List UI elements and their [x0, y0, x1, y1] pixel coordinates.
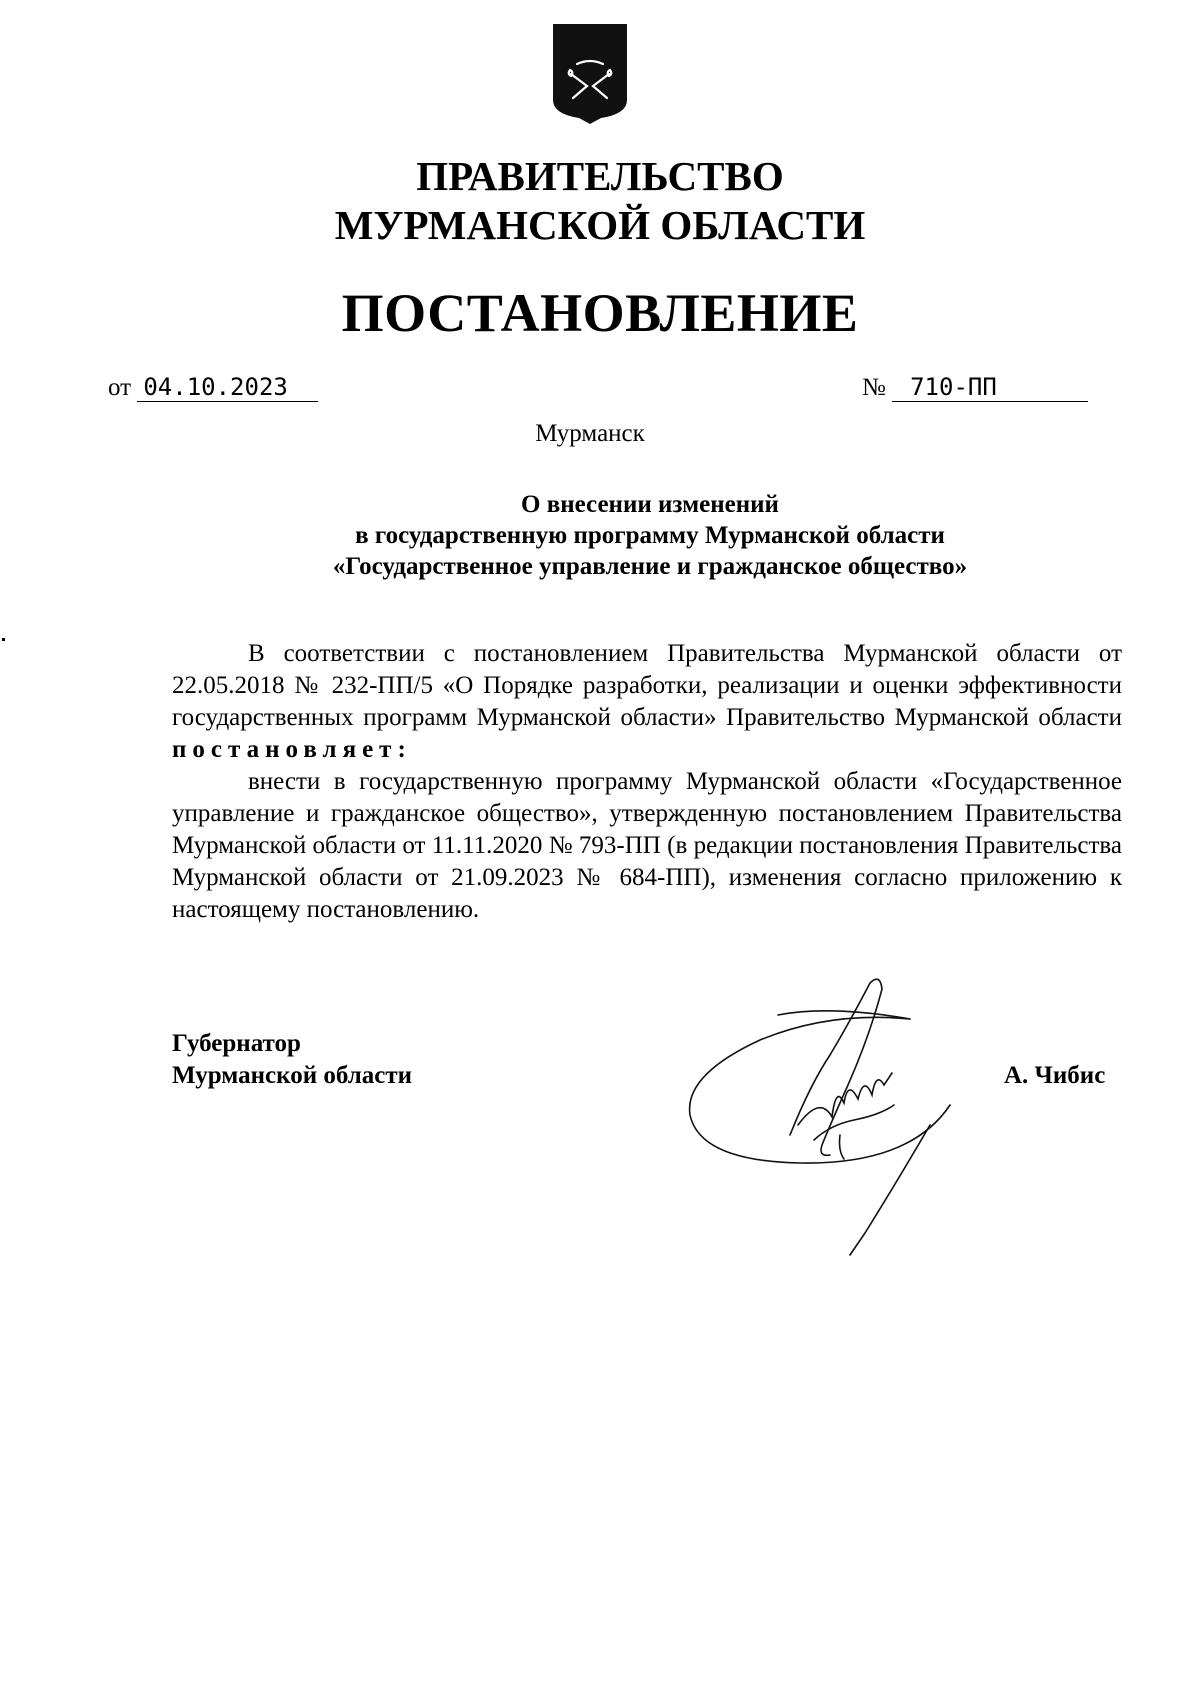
number-prefix: №: [862, 374, 886, 401]
org-title-line1: ПРАВИТЕЛЬСТВО: [416, 153, 784, 199]
document-body: [172, 638, 1122, 926]
subject-line3: «Государственное управление и гражданское общество»: [332, 553, 968, 580]
resolve-keyword: постановляет:: [172, 736, 412, 763]
signer-position-line2: Мурманской области: [172, 1062, 413, 1089]
date-prefix: от: [108, 374, 132, 401]
signer-position: [172, 1028, 412, 1092]
number-field: [862, 371, 1088, 405]
org-title-line2: МУРМАНСКОЙ ОБЛАСТИ: [334, 202, 866, 248]
subject-line1: О внесении изменений: [521, 491, 779, 518]
date-value: 04.10.2023: [137, 373, 318, 402]
subject-line2: в государственную программу Мурманской области: [355, 522, 945, 549]
scan-speck: [2, 638, 5, 641]
signer-name: А. Чибис: [1004, 1062, 1106, 1089]
body-paragraph-1: [172, 638, 1122, 766]
handwritten-signature: [680, 975, 990, 1260]
coat-of-arms-icon: [551, 22, 629, 126]
paragraph-1-text: В соответствии с постановлением Правительства Мурманской области от 22.05.2018 № 232-ПП/5 «О Порядке разработки, реализации и оценки эффективности государственных программ Мурманской области» Правительство Мурманской области: [172, 640, 1122, 731]
number-value: 710-ПП: [892, 373, 1088, 402]
city-name: Мурманск: [535, 420, 645, 447]
signer-position-line1: Губернатор: [172, 1030, 301, 1057]
body-paragraph-2: внести в государственную программу Мурманской области «Государственное управление и гражданское общество», утвержденную постановлением Правительства Мурманской области от 11.11.2020 № 793-ПП (в редакции постановления Правительства Мурманской области от 21.09.2023 № 684-ПП), изменения согласно приложению к настоящему постановлению.: [172, 768, 1122, 923]
document-subject: [0, 489, 1200, 582]
document-type-title: ПОСТАНОВЛЕНИЕ: [341, 283, 859, 343]
date-field: [108, 371, 318, 405]
